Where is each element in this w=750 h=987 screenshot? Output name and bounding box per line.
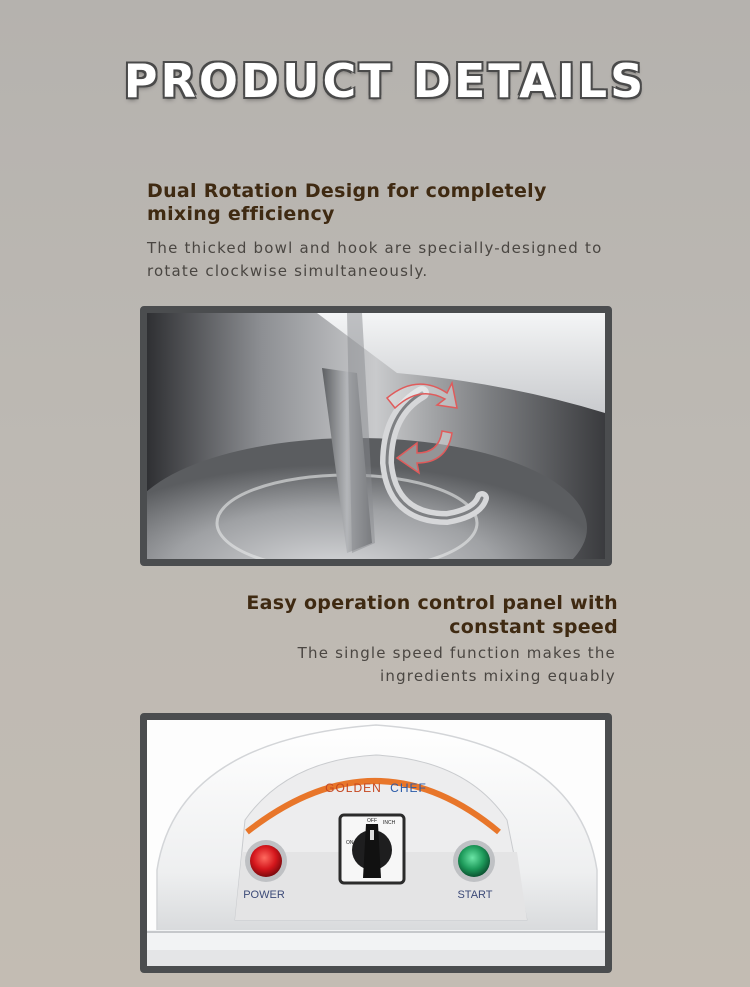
speed-switch[interactable]	[340, 815, 404, 883]
start-label: START	[457, 889, 493, 901]
page-title: PRODUCT DETAILS	[123, 54, 647, 108]
power-indicator-light[interactable]	[245, 840, 287, 882]
switch-label-off: OFF	[367, 818, 377, 824]
switch-label-on: ON	[346, 840, 354, 846]
section-1-description: The thicked bowl and hook are specially-designed to rotate clockwise simultaneously.	[147, 239, 603, 280]
control-panel-photo	[140, 713, 612, 973]
section-1-heading: Dual Rotation Design for completely mixing efficiency	[147, 180, 547, 225]
brand-name-left: GOLDEN	[325, 781, 382, 795]
bowl-hook-photo	[140, 306, 612, 566]
brand-name-right: CHEF	[390, 781, 427, 795]
section-2-heading: Easy operation control panel with constant speed	[246, 592, 618, 638]
power-label: POWER	[243, 889, 285, 901]
switch-label-inch: INCH	[383, 820, 396, 826]
svg-text:GOLDEN CHEF	[325, 781, 427, 795]
start-button[interactable]	[453, 840, 495, 882]
section-2-description: The single speed function makes the ingredients mixing equably	[297, 644, 616, 685]
